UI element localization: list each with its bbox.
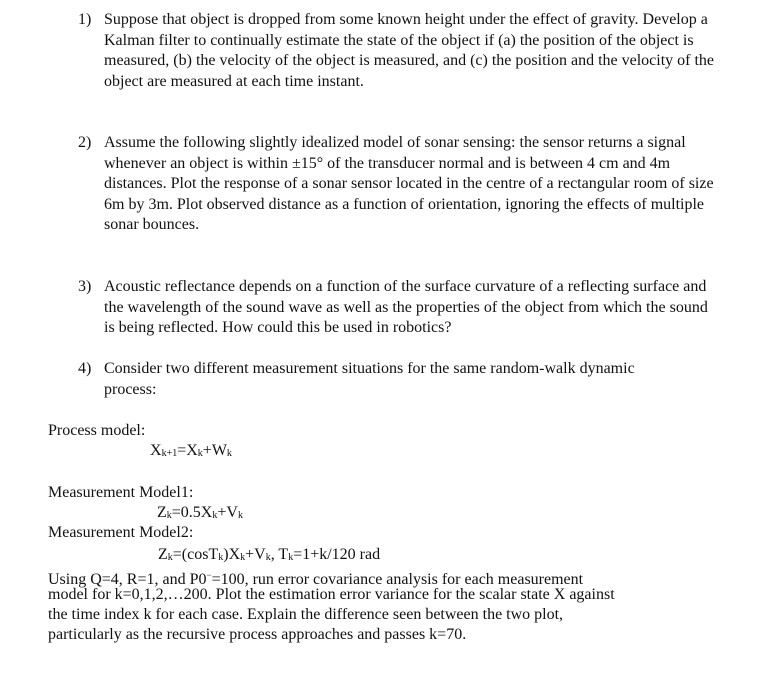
process-model-label: Process model: [48, 422, 146, 439]
process-model-equation [150, 441, 232, 464]
superscript: − [206, 570, 212, 580]
question-number: 1) [78, 11, 92, 28]
closing-line-3: the time index k for each case. Explain the difference seen between the two plot, [48, 606, 564, 623]
eq-subscript: k [166, 510, 172, 521]
eq-subscript: k+1 [161, 448, 178, 459]
question-text: Acoustic reflectance depends on a function of the surface curvature of a reflecting surface and the wavelength of the sound wave as well as the properties of the object from which the sound is being reflected. How could this be used in robotics? [104, 278, 708, 336]
eq-part: =0.5X [171, 504, 213, 521]
eq-part: +V [217, 504, 238, 521]
measurement-model-2-label: Measurement Model2: [48, 524, 194, 541]
eq-subscript: k [265, 552, 271, 563]
question-3 [78, 277, 718, 339]
eq-subscript: k [237, 510, 243, 521]
text-run: Using Q=4, R=1, and P0 [48, 571, 207, 588]
eq-part: Z [157, 504, 167, 521]
eq-subscript: k [240, 552, 246, 563]
eq-part: X [150, 442, 162, 459]
eq-subscript: k [212, 510, 218, 521]
question-4 [78, 359, 718, 400]
text-run: =100, run error covariance analysis for each measurement [211, 571, 584, 588]
eq-part: +V [245, 546, 266, 563]
eq-subscript: k [226, 448, 232, 459]
eq-subscript: k [167, 552, 173, 563]
eq-part: =1+k/120 rad [293, 546, 381, 563]
question-text: Consider two different measurement situations for the same random-walk dynamic process: [104, 360, 635, 398]
closing-line-4: particularly as the recursive process approaches and passes k=70. [48, 626, 467, 643]
eq-part: )X [223, 546, 241, 563]
question-2 [78, 133, 718, 236]
eq-subscript: k [197, 448, 203, 459]
eq-part: = [177, 442, 187, 459]
question-number: 2) [78, 134, 92, 151]
eq-part: +W [202, 442, 227, 459]
eq-part: Z [158, 546, 168, 563]
question-number: 3) [78, 278, 92, 295]
eq-part: X [186, 442, 198, 459]
closing-line-2: model for k=0,1,2,…200. Plot the estimation error variance for the scalar state X against [48, 586, 615, 603]
eq-subscript: k [218, 552, 224, 563]
question-number: 4) [78, 360, 92, 377]
eq-subscript: k [288, 552, 294, 563]
eq-part: , T [270, 546, 289, 563]
question-1 [78, 10, 718, 92]
question-text: Suppose that object is dropped from some known height under the effect of gravity. Develop a Kalman filter to continually estimate the state of the object if (a) the position of the object is measured, (b) the velocity of the object is measured, and (c) the position and the velocity of the object are measured at each time instant. [104, 11, 715, 90]
question-text: Assume the following slightly idealized model of sonar sensing: the sensor returns a signal whenever an object is within ±15° of the transducer normal and is between 4 cm and 4m distances. Plot the response of a sonar sensor located in the centre of a rectangular room of size 6m by 3m. Plot observed distance as a function of orientation, ignoring the effects of multiple sonar bounces. [104, 134, 714, 233]
measurement-model-1-label: Measurement Model1: [48, 484, 194, 501]
eq-part: =(cosT [172, 546, 219, 563]
